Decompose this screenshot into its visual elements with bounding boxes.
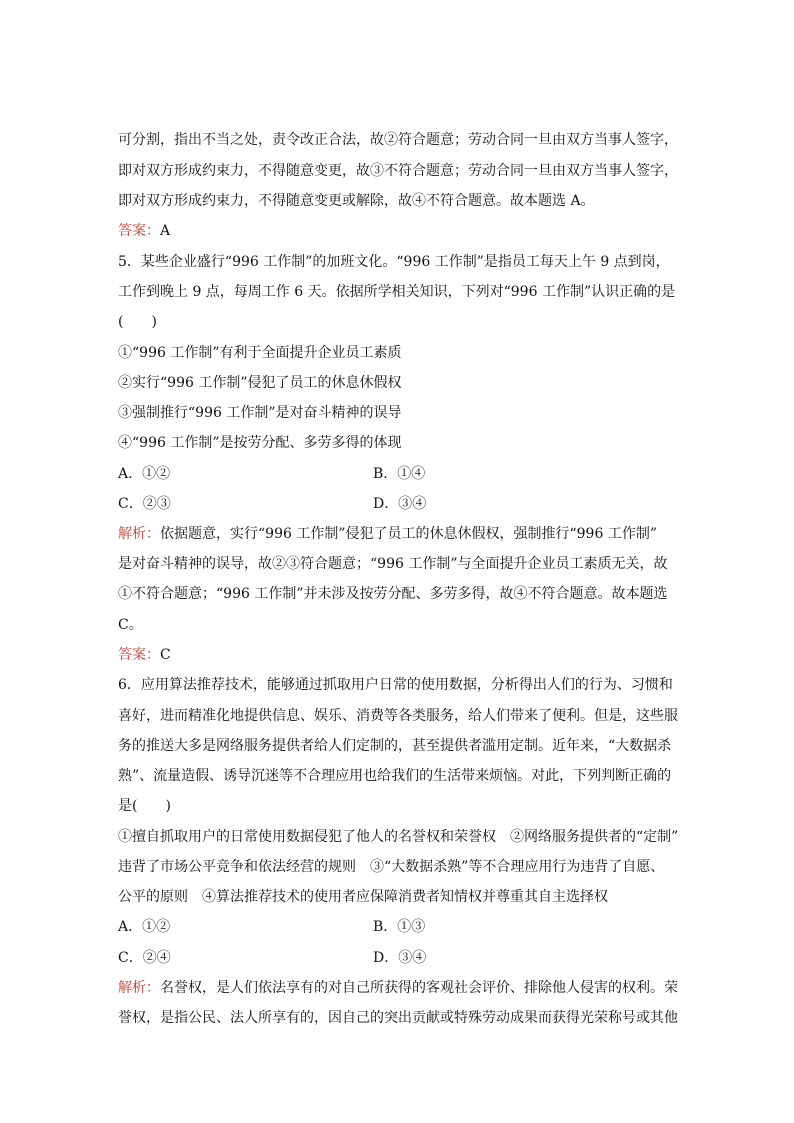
q6-option-c: C．②④ bbox=[118, 950, 171, 966]
prev-analysis-line-2: 即对双方形成约束力，不得随意变更，故③不符合题意；劳动合同一旦由双方当事人签字， bbox=[118, 163, 678, 179]
q5-analysis-line-3: ①不符合题意；“996 工作制”并未涉及按劳分配、多劳多得，故④不符合题意。故本题选 bbox=[118, 586, 668, 602]
q6-stem-line-4: 熟”、流量造假、诱导沉迷等不合理应用也给我们的生活带来烦恼。对此，下列判断正确的 bbox=[118, 768, 672, 784]
q5-option-b: B．①④ bbox=[373, 466, 426, 482]
prev-analysis-line-1: 可分割，指出不当之处，责令改正合法，故②符合题意；劳动合同一旦由双方当事人签字， bbox=[118, 132, 678, 148]
q5-analysis-line-2: 是对奋斗精神的误导，故②③符合题意；“996 工作制”与全面提升企业员工素质无关，故 bbox=[118, 556, 668, 572]
prev-answer bbox=[118, 221, 170, 241]
q6-stem-line-3: 务的推送大多是网络服务提供者给人们定制的，甚至提供者滥用定制。近年来，“大数据杀 bbox=[118, 738, 672, 754]
q6-statements-line-3: 公平的原则 ④算法推荐技术的使用者应保障消费者知情权并尊重其自主选择权 bbox=[118, 889, 608, 905]
q6-statements-line-2: 违背了市场公平竞争和依法经营的规则 ③“大数据杀熟”等不合理应用行为违背了自愿、 bbox=[118, 859, 665, 875]
q5-options-row-2 bbox=[118, 494, 427, 514]
q5-statement-1: ①“996 工作制”有利于全面提升企业员工素质 bbox=[118, 345, 402, 361]
q5-stem-line-1: 5．某些企业盛行“996 工作制”的加班文化。“996 工作制”是指员工每天上午 9 点到岗， bbox=[118, 254, 670, 270]
q6-option-a: A．①② bbox=[118, 919, 171, 935]
q5-analysis-text-1: 依据题意，实行“996 工作制”侵犯了员工的休息休假权，强制推行“996 工作制” bbox=[160, 526, 657, 542]
answer-label: 答案： bbox=[118, 223, 160, 239]
q6-stem-line-2: 喜好，进而精准化地提供信息、娱乐、消费等各类服务，给人们带来了便利。但是，这些服 bbox=[118, 708, 678, 724]
q5-answer bbox=[118, 645, 171, 665]
q5-stem-line-2: 工作到晚上 9 点，每周工作 6 天。依据所学相关知识，下列对“996 工作制”认识正确的是 bbox=[118, 284, 676, 300]
q5-statement-2: ②实行“996 工作制”侵犯了员工的休息休假权 bbox=[118, 375, 402, 391]
q5-option-a: A．①② bbox=[118, 466, 171, 482]
q6-stem-line-1: 6．应用算法推荐技术，能够通过抓取用户日常的使用数据，分析得出人们的行为、习惯和 bbox=[118, 677, 673, 693]
q6-stem-line-5: 是( ) bbox=[118, 798, 171, 814]
q5-option-c: C．②③ bbox=[118, 496, 171, 512]
prev-analysis-line-3: 即对双方形成约束力，不得随意变更或解除，故④不符合题意。故本题选 A。 bbox=[118, 193, 595, 209]
q5-stem-line-3: ( ) bbox=[118, 314, 157, 330]
answer-value: C bbox=[160, 647, 171, 663]
q6-analysis-text-1: 名誉权，是人们依法享有的对自己所获得的客观社会评价、排除他人侵害的权利。荣 bbox=[160, 980, 678, 996]
analysis-label: 解析： bbox=[118, 980, 160, 996]
q5-option-d: D．③④ bbox=[373, 496, 427, 512]
q6-statements-line-1: ①擅自抓取用户的日常使用数据侵犯了他人的名誉权和荣誉权 ②网络服务提供者的“定制” bbox=[118, 829, 679, 845]
q5-analysis-line-4: C。 bbox=[118, 617, 143, 633]
q6-option-d: D．③④ bbox=[373, 950, 427, 966]
q5-options-row-1 bbox=[118, 464, 426, 484]
q5-statement-4: ④“996 工作制”是按劳分配、多劳多得的体现 bbox=[118, 435, 402, 451]
q5-analysis-line-1 bbox=[118, 524, 657, 544]
q6-analysis-line-1 bbox=[118, 978, 678, 998]
analysis-label: 解析： bbox=[118, 526, 160, 542]
q5-statement-3: ③强制推行“996 工作制”是对奋斗精神的误导 bbox=[118, 405, 402, 421]
answer-value: A bbox=[160, 223, 171, 239]
q6-options-row-2 bbox=[118, 948, 427, 968]
q6-option-b: B．①③ bbox=[373, 919, 426, 935]
answer-label: 答案： bbox=[118, 647, 160, 663]
q6-analysis-line-2: 誉权，是指公民、法人所享有的，因自己的突出贡献或特殊劳动成果而获得光荣称号或其他 bbox=[118, 1010, 678, 1026]
q6-options-row-1 bbox=[118, 917, 426, 937]
